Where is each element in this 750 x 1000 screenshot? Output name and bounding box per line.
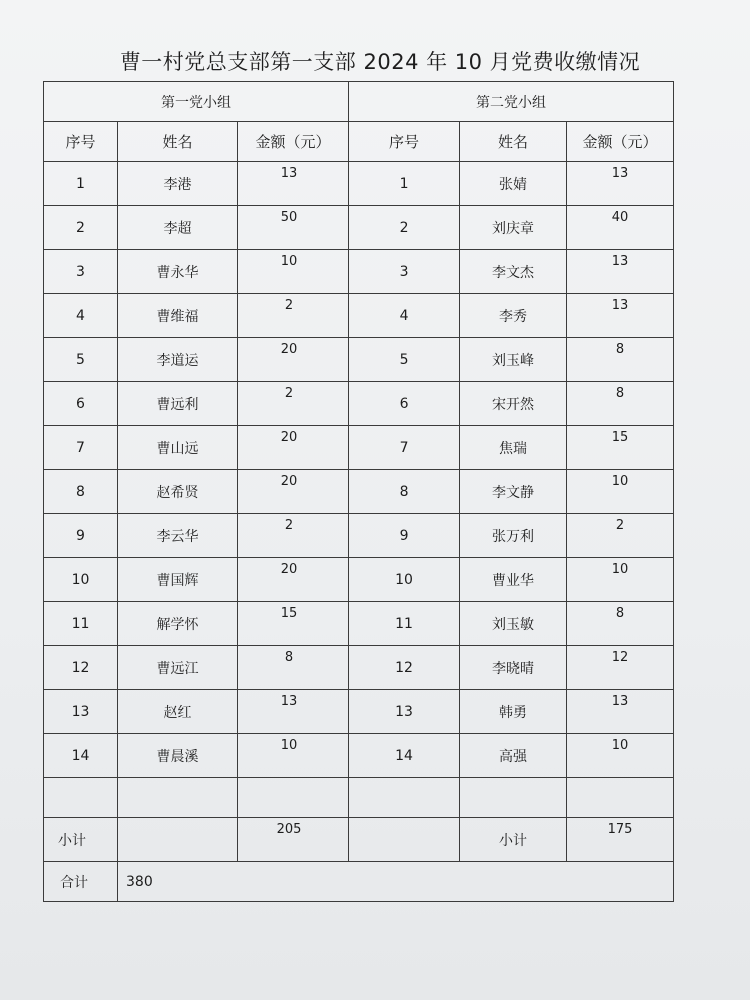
group-1-name: 第一党小组 — [44, 82, 349, 122]
dues-amount: 10 — [567, 558, 674, 602]
dues-amount: 8 — [567, 602, 674, 646]
dues-amount: 2 — [567, 514, 674, 558]
blank-cell — [238, 778, 349, 818]
column-header-name: 姓名 — [118, 122, 238, 162]
table-row — [44, 470, 674, 514]
group-header-row — [44, 82, 674, 122]
dues-amount: 13 — [238, 162, 349, 206]
row-number: 4 — [44, 294, 118, 338]
row-number: 3 — [349, 250, 460, 294]
dues-amount: 8 — [567, 382, 674, 426]
row-number: 4 — [349, 294, 460, 338]
document-title: 曹一村党总支部第一支部 2024 年 10 月党费收缴情况 — [119, 50, 641, 74]
row-number: 7 — [349, 426, 460, 470]
blank-cell — [460, 778, 567, 818]
dues-amount: 2 — [238, 514, 349, 558]
subtotal-label: 小计 — [460, 818, 567, 862]
dues-amount: 13 — [567, 294, 674, 338]
member-name: 曹远利 — [118, 382, 238, 426]
row-number: 5 — [44, 338, 118, 382]
row-number: 14 — [44, 734, 118, 778]
total-label: 合计 — [44, 862, 118, 902]
dues-amount: 12 — [567, 646, 674, 690]
dues-amount: 20 — [238, 338, 349, 382]
member-name: 刘玉敏 — [460, 602, 567, 646]
dues-amount: 50 — [238, 206, 349, 250]
subtotal-value: 175 — [567, 818, 674, 862]
member-name: 曹维福 — [118, 294, 238, 338]
member-name: 宋开然 — [460, 382, 567, 426]
table-row — [44, 514, 674, 558]
dues-amount: 13 — [567, 162, 674, 206]
row-number: 11 — [349, 602, 460, 646]
row-number: 14 — [349, 734, 460, 778]
row-number: 9 — [44, 514, 118, 558]
dues-amount: 20 — [238, 470, 349, 514]
table-row — [44, 162, 674, 206]
member-name: 李秀 — [460, 294, 567, 338]
member-name: 李道运 — [118, 338, 238, 382]
dues-amount: 13 — [567, 250, 674, 294]
member-name: 解学怀 — [118, 602, 238, 646]
blank-cell — [349, 818, 460, 862]
dues-amount: 20 — [238, 426, 349, 470]
row-number: 2 — [349, 206, 460, 250]
table-row — [44, 646, 674, 690]
row-number: 7 — [44, 426, 118, 470]
table-row — [44, 382, 674, 426]
row-number: 1 — [44, 162, 118, 206]
member-name: 韩勇 — [460, 690, 567, 734]
row-number: 13 — [349, 690, 460, 734]
member-name: 赵红 — [118, 690, 238, 734]
blank-cell — [118, 778, 238, 818]
member-name: 曹山远 — [118, 426, 238, 470]
table-row — [44, 250, 674, 294]
column-header-no: 序号 — [349, 122, 460, 162]
column-header-amount: 金额（元） — [238, 122, 349, 162]
row-number: 6 — [44, 382, 118, 426]
row-number: 13 — [44, 690, 118, 734]
blank-cell — [44, 778, 118, 818]
table-row — [44, 294, 674, 338]
table-row — [44, 734, 674, 778]
member-name: 李晓晴 — [460, 646, 567, 690]
dues-table — [43, 81, 674, 902]
dues-amount: 10 — [238, 734, 349, 778]
subtotal-label: 小计 — [44, 818, 118, 862]
member-name: 李文杰 — [460, 250, 567, 294]
member-name: 刘庆章 — [460, 206, 567, 250]
dues-amount: 10 — [238, 250, 349, 294]
member-name: 张婧 — [460, 162, 567, 206]
blank-cell — [567, 778, 674, 818]
dues-amount: 10 — [567, 470, 674, 514]
blank-cell — [349, 778, 460, 818]
row-number: 10 — [44, 558, 118, 602]
member-name: 曹晨溪 — [118, 734, 238, 778]
row-number: 8 — [44, 470, 118, 514]
dues-amount: 13 — [238, 690, 349, 734]
member-name: 高强 — [460, 734, 567, 778]
row-number: 9 — [349, 514, 460, 558]
column-header-no: 序号 — [44, 122, 118, 162]
table-row — [44, 602, 674, 646]
member-name: 曹远江 — [118, 646, 238, 690]
dues-amount: 15 — [567, 426, 674, 470]
member-name: 焦瑞 — [460, 426, 567, 470]
table-row — [44, 206, 674, 250]
group-2-name: 第二党小组 — [349, 82, 674, 122]
member-name: 曹业华 — [460, 558, 567, 602]
row-number: 3 — [44, 250, 118, 294]
row-number: 8 — [349, 470, 460, 514]
dues-amount: 13 — [567, 690, 674, 734]
member-name: 李超 — [118, 206, 238, 250]
dues-amount: 15 — [238, 602, 349, 646]
row-number: 2 — [44, 206, 118, 250]
dues-amount: 2 — [238, 294, 349, 338]
row-number: 12 — [349, 646, 460, 690]
table-row — [44, 338, 674, 382]
table-row — [44, 426, 674, 470]
row-number: 12 — [44, 646, 118, 690]
row-number: 11 — [44, 602, 118, 646]
member-name: 刘玉峰 — [460, 338, 567, 382]
dues-amount: 10 — [567, 734, 674, 778]
subtotal-row — [44, 818, 674, 862]
dues-amount: 8 — [238, 646, 349, 690]
member-name: 张万利 — [460, 514, 567, 558]
dues-amount: 40 — [567, 206, 674, 250]
row-number: 10 — [349, 558, 460, 602]
column-header-name: 姓名 — [460, 122, 567, 162]
member-name: 李云华 — [118, 514, 238, 558]
total-value: 380 — [118, 862, 674, 902]
table-row — [44, 558, 674, 602]
dues-amount: 2 — [238, 382, 349, 426]
total-row — [44, 862, 674, 902]
row-number: 6 — [349, 382, 460, 426]
column-header-row — [44, 122, 674, 162]
subtotal-value: 205 — [238, 818, 349, 862]
table-row — [44, 690, 674, 734]
member-name: 曹国辉 — [118, 558, 238, 602]
row-number: 1 — [349, 162, 460, 206]
dues-amount: 8 — [567, 338, 674, 382]
member-name: 曹永华 — [118, 250, 238, 294]
row-number: 5 — [349, 338, 460, 382]
blank-row — [44, 778, 674, 818]
member-name: 赵希贤 — [118, 470, 238, 514]
member-name: 李港 — [118, 162, 238, 206]
dues-amount: 20 — [238, 558, 349, 602]
member-name: 李文静 — [460, 470, 567, 514]
column-header-amount: 金额（元） — [567, 122, 674, 162]
blank-cell — [118, 818, 238, 862]
